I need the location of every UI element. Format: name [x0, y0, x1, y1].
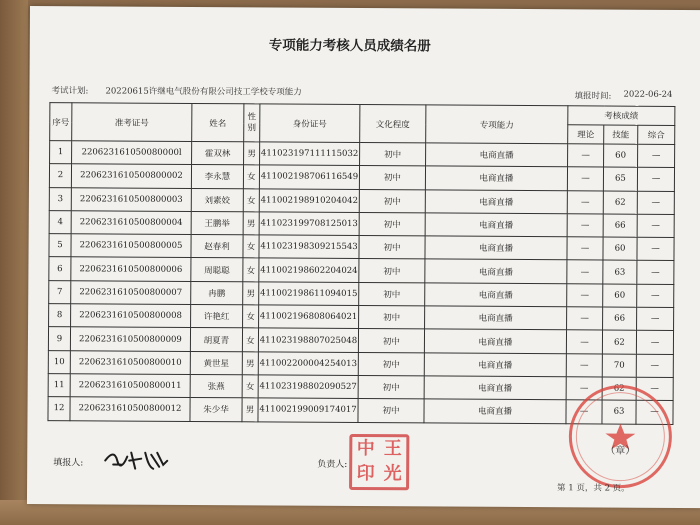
cell-theory: —: [566, 353, 602, 377]
cell-ability: 电商直播: [424, 353, 566, 377]
cell-seq: 8: [49, 304, 71, 327]
cell-overall: —: [637, 191, 674, 215]
cell-theory: —: [567, 307, 603, 331]
header-sex: 性别: [244, 104, 260, 142]
cell-education: 初中: [359, 306, 425, 330]
cell-skill: 70: [602, 354, 636, 378]
cell-education: 初中: [358, 399, 424, 423]
name-seal-stamp: [349, 434, 409, 490]
cell-id-number: 411023197111115032: [260, 142, 360, 166]
cell-ticket: 2206231610500800004: [71, 211, 191, 235]
seal-char: 王: [383, 438, 402, 460]
cell-sex: 男: [244, 142, 260, 165]
cell-skill: 62: [602, 377, 636, 401]
cell-education: 初中: [358, 352, 424, 376]
cell-ticket: 2206231610500800003: [71, 187, 191, 211]
cell-skill: 60: [603, 284, 637, 308]
cell-name: 李永慧: [191, 165, 243, 189]
cell-seq: 2: [49, 164, 71, 187]
header-theory: 理论: [568, 125, 604, 144]
cell-ability: 电商直播: [425, 213, 567, 237]
cell-education: 初中: [360, 143, 426, 167]
header-id: 身份证号: [260, 104, 360, 143]
exam-plan-value: 20220615许继电气股份有限公司技工学校专项能力: [105, 86, 302, 98]
seal-char: 光: [383, 463, 402, 485]
cell-id-number: 411023198802090527: [258, 375, 358, 399]
company-round-seal: [565, 381, 676, 492]
header-name: 姓名: [192, 103, 244, 141]
cell-overall: —: [636, 331, 673, 355]
cell-education: 初中: [359, 166, 425, 190]
cell-overall: —: [637, 284, 674, 308]
cell-sex: 男: [243, 282, 259, 305]
header-skill: 技能: [604, 125, 638, 144]
cell-ticket: 2206231610500800005: [71, 234, 191, 258]
cell-id-number: 411002198706116549: [259, 165, 359, 189]
score-table: [47, 102, 675, 424]
cell-ability: 电商直播: [425, 236, 567, 260]
cell-theory: —: [567, 167, 603, 191]
seal-note: （章）: [605, 445, 636, 457]
cell-education: 初中: [358, 329, 424, 353]
cell-name: 周聪聪: [191, 258, 243, 282]
cell-sex: 女: [243, 235, 259, 258]
header-overall: 综合: [638, 125, 675, 144]
header-education: 文化程度: [360, 105, 426, 143]
cell-skill: 60: [603, 237, 637, 261]
cell-skill: 66: [603, 307, 637, 331]
exam-plan-label: 考试计划:: [51, 86, 89, 97]
cell-overall: —: [636, 354, 673, 378]
cell-overall: —: [637, 214, 674, 238]
cell-sex: 女: [243, 305, 259, 328]
report-date-value: 2022-06-24: [623, 89, 673, 100]
cell-seq: 7: [49, 280, 71, 303]
cell-id-number: 411023198807025048: [258, 328, 358, 352]
cell-seq: 4: [49, 211, 71, 234]
cell-skill: 63: [603, 260, 637, 284]
cell-overall: —: [636, 400, 673, 424]
cell-ability: 电商直播: [425, 190, 567, 214]
cell-sex: 男: [242, 398, 258, 421]
cell-name: 朱少华: [190, 398, 242, 422]
cell-theory: —: [567, 190, 603, 214]
cell-id-number: 411002199009174017: [258, 398, 358, 422]
cell-seq: 10: [48, 350, 70, 373]
cell-skill: 62: [603, 191, 637, 215]
cell-ticket: 2206231610500800008: [71, 304, 191, 328]
cell-theory: —: [566, 377, 602, 401]
cell-name: 黄世星: [190, 351, 242, 375]
cell-sex: 女: [242, 375, 258, 398]
document-paper: [27, 6, 700, 508]
cell-ticket: 2206231610500800010: [70, 350, 190, 374]
cell-name: 王鹏举: [191, 211, 243, 235]
cell-skill: 60: [604, 144, 638, 168]
cell-theory: —: [567, 260, 603, 284]
cell-id-number: 411023198309215543: [259, 235, 359, 259]
cell-sex: 女: [243, 188, 259, 211]
cell-ability: 电商直播: [425, 283, 567, 307]
cell-overall: —: [637, 237, 674, 261]
cell-seq: 11: [48, 374, 70, 397]
cell-sex: 女: [242, 328, 258, 351]
cell-theory: —: [568, 144, 604, 168]
cell-ticket: 2206231610500800007: [71, 281, 191, 305]
cell-ticket: 2206231610500800002: [71, 164, 191, 188]
cell-ability: 电商直播: [424, 399, 566, 423]
cell-sex: 女: [243, 165, 259, 188]
document-title: 专项能力考核人员成绩名册: [268, 37, 431, 55]
cell-ability: 电商直播: [425, 166, 567, 190]
cell-overall: —: [636, 377, 673, 401]
cell-theory: —: [567, 237, 603, 261]
header-ticket: 准考证号: [72, 103, 192, 142]
cell-name: 霍双林: [192, 141, 244, 165]
cell-education: 初中: [358, 375, 424, 399]
cell-theory: —: [567, 284, 603, 308]
cell-name: 许艳红: [191, 305, 243, 329]
cell-education: 初中: [359, 282, 425, 306]
cell-ability: 电商直播: [425, 306, 567, 330]
cell-skill: 66: [603, 214, 637, 238]
desk-background: [0, 0, 28, 525]
cell-theory: —: [566, 400, 602, 424]
cell-seq: 1: [50, 141, 72, 164]
cell-theory: —: [566, 330, 602, 354]
cell-sex: 男: [243, 212, 259, 235]
cell-name: 赵春利: [191, 235, 243, 259]
cell-ability: 电商直播: [424, 329, 566, 353]
cell-seq: 3: [49, 187, 71, 210]
filler-signature: [101, 446, 171, 472]
seal-char: 印: [356, 463, 375, 485]
header-scores: 考核成绩: [568, 106, 675, 126]
cell-overall: —: [637, 261, 674, 285]
cell-name: 张燕: [190, 374, 242, 398]
page-info: 第 1 页，共 2 页。: [557, 483, 630, 494]
cell-overall: —: [638, 144, 675, 168]
cell-seq: 9: [48, 327, 70, 350]
header-seq: 序号: [50, 103, 72, 141]
cell-name: 胡夏青: [190, 328, 242, 352]
cell-id-number: 411023199708125013: [259, 212, 359, 236]
cell-id-number: 411002198611094015: [259, 282, 359, 306]
cell-ticket: 2206231610500800012: [70, 397, 190, 421]
cell-seq: 12: [48, 397, 70, 420]
responsible-label: 负责人:: [317, 459, 348, 470]
header-ability: 专项能力: [426, 105, 568, 144]
cell-education: 初中: [359, 212, 425, 236]
cell-sex: 女: [243, 258, 259, 281]
cell-skill: 63: [602, 400, 636, 424]
cell-name: 刘素姣: [191, 188, 243, 212]
cell-theory: —: [567, 214, 603, 238]
cell-education: 初中: [359, 189, 425, 213]
cell-ability: 电商直播: [426, 143, 568, 167]
cell-id-number: 411002198602204024: [259, 258, 359, 282]
cell-ticket: 220623161050080000l: [72, 141, 192, 165]
filler-label: 填报人:: [53, 458, 84, 469]
cell-overall: —: [637, 168, 674, 192]
cell-id-number: 411002200004254013: [258, 352, 358, 376]
cell-overall: —: [637, 307, 674, 331]
cell-sex: 男: [242, 351, 258, 374]
cell-education: 初中: [359, 259, 425, 283]
cell-seq: 5: [49, 234, 71, 257]
seal-char: 中: [356, 438, 375, 460]
cell-ticket: 2206231610500800006: [71, 257, 191, 281]
cell-ticket: 2206231610500800011: [70, 374, 190, 398]
cell-skill: 62: [602, 330, 636, 354]
cell-seq: 6: [49, 257, 71, 280]
cell-id-number: 411002198910204042: [259, 188, 359, 212]
cell-name: 冉鹏: [191, 281, 243, 305]
cell-skill: 65: [603, 167, 637, 191]
cell-ticket: 2206231610500800009: [70, 327, 190, 351]
cell-education: 初中: [359, 236, 425, 260]
cell-id-number: 411002196808064021: [259, 305, 359, 329]
report-date-label: 填报时间:: [574, 91, 612, 102]
cell-ability: 电商直播: [424, 376, 566, 400]
cell-ability: 电商直播: [425, 259, 567, 283]
